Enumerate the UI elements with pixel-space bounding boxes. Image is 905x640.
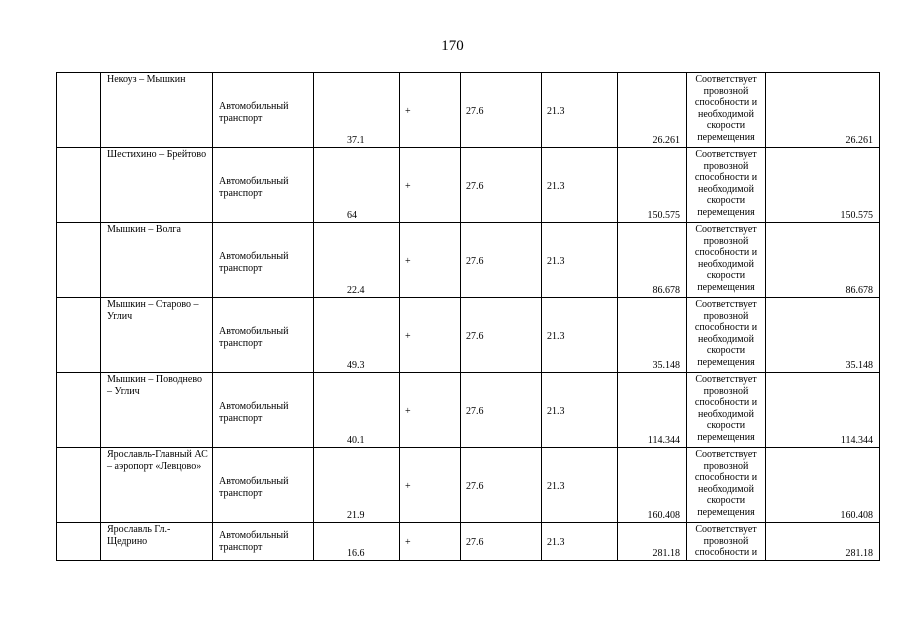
plus-sign: + — [405, 537, 411, 548]
value-2: 21.3 — [547, 481, 565, 492]
compliance-cell — [687, 373, 766, 448]
compliance-text: Соответствует провозной способности и необходимой скорости перемещения — [694, 74, 758, 143]
route-name: Ярославль-Главный АС – аэропорт «Левцово» — [107, 449, 208, 472]
computed-value: 281.18 — [652, 548, 680, 560]
route-name: Мышкин – Волга — [107, 224, 181, 235]
table-row — [57, 223, 880, 298]
value-1-cell — [461, 298, 542, 373]
result-cell — [766, 298, 880, 373]
table-row — [57, 373, 880, 448]
route-name: Некоуз – Мышкин — [107, 74, 186, 85]
plus-cell — [400, 223, 461, 298]
plus-sign: + — [405, 406, 411, 417]
plus-cell — [400, 373, 461, 448]
transport-cell — [213, 298, 314, 373]
result-cell — [766, 223, 880, 298]
computed-value: 160.408 — [647, 510, 680, 522]
result-value: 281.18 — [845, 548, 873, 560]
result-value: 160.408 — [840, 510, 873, 522]
transport-cell — [213, 523, 314, 561]
index-cell-cell — [57, 448, 101, 523]
value-2: 21.3 — [547, 406, 565, 417]
route-name: Мышкин – Поводнево – Углич — [107, 374, 202, 397]
route-cell — [314, 223, 400, 298]
value-1-cell — [461, 373, 542, 448]
transport-type: Автомобильный транспорт — [219, 401, 289, 424]
route-length: 21.9 — [347, 510, 365, 522]
index-cell-cell — [57, 223, 101, 298]
route-length: 40.1 — [347, 435, 365, 447]
value-2-cell — [542, 448, 618, 523]
plus-sign: + — [405, 256, 411, 267]
index-cell-cell — [57, 373, 101, 448]
index-cell-cell — [57, 298, 101, 373]
transport-cell — [213, 148, 314, 223]
compliance-cell — [687, 298, 766, 373]
computed-cell — [618, 148, 687, 223]
result-value: 26.261 — [845, 135, 873, 147]
plus-cell — [400, 448, 461, 523]
value-1-cell — [461, 448, 542, 523]
value-1-cell — [461, 148, 542, 223]
result-cell — [766, 523, 880, 561]
value-1: 27.6 — [466, 256, 484, 267]
table-row — [57, 448, 880, 523]
route-cell — [101, 523, 213, 561]
routes-table-body — [57, 73, 880, 561]
value-1: 27.6 — [466, 406, 484, 417]
plus-cell — [400, 73, 461, 148]
route-cell — [101, 73, 213, 148]
value-1-cell — [461, 73, 542, 148]
compliance-cell — [687, 523, 766, 561]
transport-type: Автомобильный транспорт — [219, 176, 289, 199]
route-name: Ярославль Гл.- Щедрино — [107, 524, 171, 547]
compliance-text: Соответствует провозной способности и необходимой скорости перемещения — [694, 149, 758, 218]
route-cell — [314, 148, 400, 223]
compliance-cell — [687, 73, 766, 148]
page-number: 170 — [441, 38, 464, 54]
route-length: 64 — [347, 210, 357, 222]
value-2-cell — [542, 148, 618, 223]
plus-sign: + — [405, 331, 411, 342]
computed-value: 150.575 — [647, 210, 680, 222]
route-cell — [101, 148, 213, 223]
route-length: 37.1 — [347, 135, 365, 147]
plus-cell — [400, 523, 461, 561]
route-cell — [314, 373, 400, 448]
table-row — [57, 73, 880, 148]
transport-type: Автомобильный транспорт — [219, 101, 289, 124]
result-cell — [766, 73, 880, 148]
value-2: 21.3 — [547, 106, 565, 117]
route-length: 16.6 — [347, 548, 365, 560]
value-1: 27.6 — [466, 181, 484, 192]
route-cell — [314, 448, 400, 523]
computed-value: 26.261 — [652, 135, 680, 147]
route-length: 22.4 — [347, 285, 365, 297]
plus-sign: + — [405, 481, 411, 492]
plus-cell — [400, 148, 461, 223]
result-value: 114.344 — [840, 435, 873, 447]
value-2-cell — [542, 298, 618, 373]
index-cell-cell — [57, 148, 101, 223]
compliance-text: Соответствует провозной способности и — [694, 524, 758, 559]
transport-type: Автомобильный транспорт — [219, 326, 289, 349]
plus-cell — [400, 298, 461, 373]
computed-cell — [618, 373, 687, 448]
value-2-cell — [542, 373, 618, 448]
computed-value: 86.678 — [652, 285, 680, 297]
transport-cell — [213, 373, 314, 448]
route-length: 49.3 — [347, 360, 365, 372]
compliance-cell — [687, 448, 766, 523]
compliance-cell — [687, 148, 766, 223]
value-2: 21.3 — [547, 331, 565, 342]
compliance-text: Соответствует провозной способности и необходимой скорости перемещения — [694, 374, 758, 443]
value-1: 27.6 — [466, 331, 484, 342]
result-value: 150.575 — [840, 210, 873, 222]
route-cell — [314, 73, 400, 148]
value-1-cell — [461, 523, 542, 561]
computed-cell — [618, 448, 687, 523]
table-row — [57, 523, 880, 561]
route-cell — [101, 298, 213, 373]
transport-type: Автомобильный транспорт — [219, 251, 289, 274]
computed-cell — [618, 73, 687, 148]
index-cell-cell — [57, 523, 101, 561]
compliance-text: Соответствует провозной способности и необходимой скорости перемещения — [694, 299, 758, 368]
value-2-cell — [542, 523, 618, 561]
index-cell-cell — [57, 73, 101, 148]
value-1: 27.6 — [466, 106, 484, 117]
value-2-cell — [542, 223, 618, 298]
table-row — [57, 298, 880, 373]
route-cell — [101, 448, 213, 523]
transport-cell — [213, 448, 314, 523]
result-cell — [766, 373, 880, 448]
transport-cell — [213, 223, 314, 298]
plus-sign: + — [405, 106, 411, 117]
value-1: 27.6 — [466, 537, 484, 548]
route-cell — [101, 223, 213, 298]
value-2: 21.3 — [547, 537, 565, 548]
route-cell — [314, 523, 400, 561]
compliance-text: Соответствует провозной способности и необходимой скорости перемещения — [694, 224, 758, 293]
value-2-cell — [542, 73, 618, 148]
value-2: 21.3 — [547, 181, 565, 192]
route-cell — [314, 298, 400, 373]
value-1: 27.6 — [466, 481, 484, 492]
compliance-cell — [687, 223, 766, 298]
transport-cell — [213, 73, 314, 148]
route-name: Шестихино – Брейтово — [107, 149, 207, 160]
route-name: Мышкин – Старово – Углич — [107, 299, 199, 322]
routes-table — [56, 72, 880, 561]
result-value: 86.678 — [845, 285, 873, 297]
computed-cell — [618, 298, 687, 373]
transport-type: Автомобильный транспорт — [219, 530, 289, 553]
computed-value: 114.344 — [647, 435, 680, 447]
computed-value: 35.148 — [652, 360, 680, 372]
result-value: 35.148 — [845, 360, 873, 372]
computed-cell — [618, 523, 687, 561]
plus-sign: + — [405, 181, 411, 192]
result-cell — [766, 448, 880, 523]
route-cell — [101, 373, 213, 448]
value-2: 21.3 — [547, 256, 565, 267]
result-cell — [766, 148, 880, 223]
value-1-cell — [461, 223, 542, 298]
transport-type: Автомобильный транспорт — [219, 476, 289, 499]
computed-cell — [618, 223, 687, 298]
table-row — [57, 148, 880, 223]
compliance-text: Соответствует провозной способности и необходимой скорости перемещения — [694, 449, 758, 518]
